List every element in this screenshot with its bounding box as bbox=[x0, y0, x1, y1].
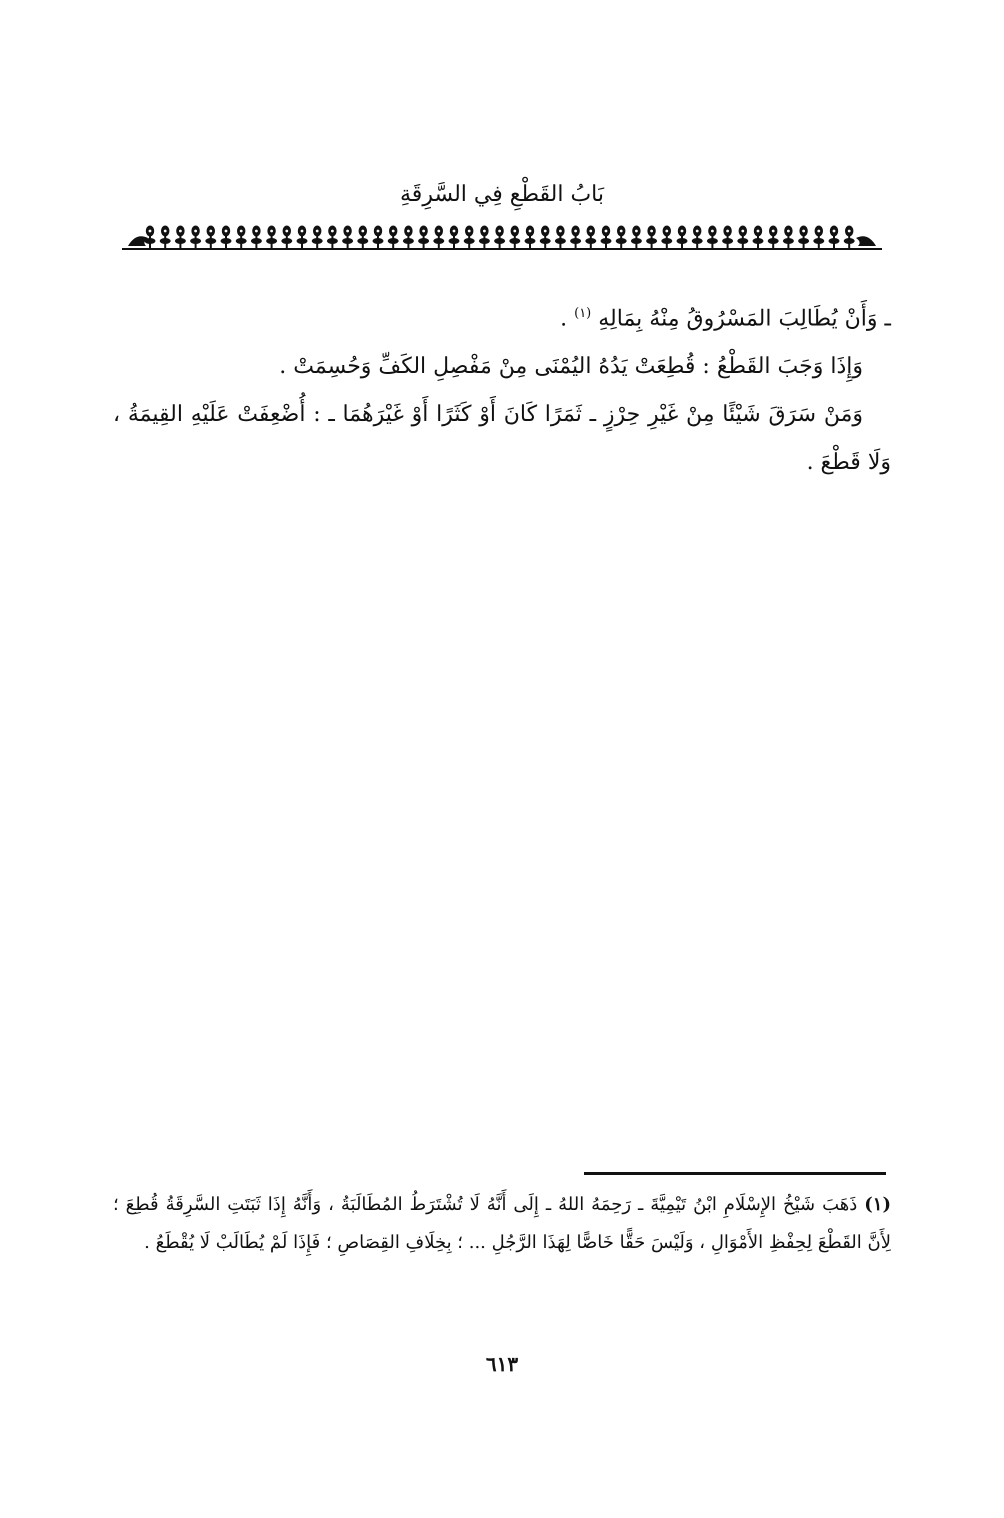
ornament-motif bbox=[631, 226, 642, 249]
ornament-motif bbox=[601, 226, 612, 249]
ornament-right-flourish bbox=[856, 236, 876, 246]
ornament-motif bbox=[646, 226, 657, 249]
ornament-motif bbox=[449, 226, 460, 249]
ornament-motif bbox=[297, 226, 308, 249]
ornament-motif bbox=[783, 226, 794, 249]
ornament-motif bbox=[509, 226, 520, 249]
ornament-motif bbox=[221, 226, 232, 249]
ornament-motif bbox=[403, 226, 414, 249]
ornament-motif bbox=[494, 226, 505, 249]
ornament-motif bbox=[342, 226, 353, 249]
footnote-text: ذَهَبَ شَيْخُ الإِسْلَامِ ابْنُ تَيْمِيَّةَ ـ رَحِمَهُ اللهُ ـ إِلَى أَنَّهُ لَا تُشْتَرَطُ المُطَالَبَةُ ، وَأَنَّهُ إِذَا ثَبَتَتِ السَّرِقَةُ قُطِعَ ؛ لِأَنَّ القَطْعَ لِحِفْظِ الأَمْوَالِ ، وَلَيْسَ حَقًّا خَاصًّا لِهَذَا الرَّجُلِ ... ؛ بِخِلَافِ القِصَاصِ ؛ فَإِذَا لَمْ يُطَالَبْ لَا يُقْطَعُ . bbox=[113, 1194, 891, 1253]
ornament-motif bbox=[661, 226, 672, 249]
ornament-motif bbox=[251, 226, 262, 249]
ornament-motif bbox=[160, 226, 171, 249]
ornament-motif bbox=[479, 226, 490, 249]
ornament-motif bbox=[540, 226, 551, 249]
ornament-motif bbox=[798, 226, 809, 249]
paragraph-1-text: ـ وَأَنْ يُطَالِبَ المَسْرُوقُ مِنْهُ بِمَالِهِ bbox=[598, 306, 891, 332]
ornament-motif bbox=[753, 226, 764, 249]
ornament-baseline bbox=[122, 248, 882, 250]
ornament-motif bbox=[418, 226, 429, 249]
paragraph-3: وَمَنْ سَرَقَ شَيْئًا مِنْ غَيْرِ حِرْزٍ ـ ثَمَرًا كَانَ أَوْ كَثَرًا أَوْ غَيْرَهُمَا ـ : أُضْعِفَتْ عَلَيْهِ القِيمَةُ ، وَلَا قَطْعَ . bbox=[113, 402, 891, 476]
page-number: ٦١٣ bbox=[485, 1352, 519, 1376]
ornament-motif bbox=[570, 226, 581, 249]
ornament-motif bbox=[464, 226, 475, 249]
paragraph-1-tail: . bbox=[560, 306, 575, 332]
ornament-motif bbox=[312, 226, 323, 249]
ornament-motif bbox=[722, 226, 733, 249]
paragraph-2: وَإِذَا وَجَبَ القَطْعُ : قُطِعَتْ يَدُهُ اليُمْنَى مِنْ مَفْصِلِ الكَفِّ وَحُسِمَتْ . bbox=[279, 354, 863, 380]
ornament-motif bbox=[433, 226, 444, 249]
ornament-motif bbox=[525, 226, 536, 249]
ornament-motif bbox=[616, 226, 627, 249]
footnote-1 bbox=[113, 1186, 891, 1262]
ornament-motif bbox=[205, 226, 216, 249]
ornament-motif bbox=[707, 226, 718, 249]
main-text bbox=[113, 290, 891, 487]
ornament-motif bbox=[145, 226, 156, 249]
ornament-motif bbox=[768, 226, 779, 249]
chapter-title: بَابُ القَطْعِ فِي السَّرِقَةِ bbox=[400, 182, 604, 207]
footnote-number: (١) bbox=[864, 1194, 891, 1215]
ornament-motif bbox=[737, 226, 748, 249]
paragraph-1 bbox=[113, 290, 891, 343]
ornament-motif bbox=[357, 226, 368, 249]
ornament-motif bbox=[585, 226, 596, 249]
ornament-graphic bbox=[122, 222, 882, 252]
ornament-motif bbox=[555, 226, 566, 249]
ornament-motif bbox=[373, 226, 384, 249]
ornament-motif bbox=[692, 226, 703, 249]
ornament-motif bbox=[175, 226, 186, 249]
ornament-motif bbox=[327, 226, 338, 249]
ornament-motif bbox=[190, 226, 201, 249]
ornament-motif bbox=[236, 226, 247, 249]
footnote-reference: (١) bbox=[574, 306, 592, 321]
ornament-motif bbox=[844, 226, 855, 249]
ornament-motif bbox=[266, 226, 277, 249]
footnote-separator bbox=[584, 1172, 886, 1175]
ornament-motif bbox=[813, 226, 824, 249]
footnotes bbox=[113, 1186, 891, 1262]
ornament-motif bbox=[281, 226, 292, 249]
ornament-motif bbox=[829, 226, 840, 249]
ornament-motif bbox=[677, 226, 688, 249]
ornament-motif bbox=[388, 226, 399, 249]
ornamental-border bbox=[122, 222, 882, 252]
